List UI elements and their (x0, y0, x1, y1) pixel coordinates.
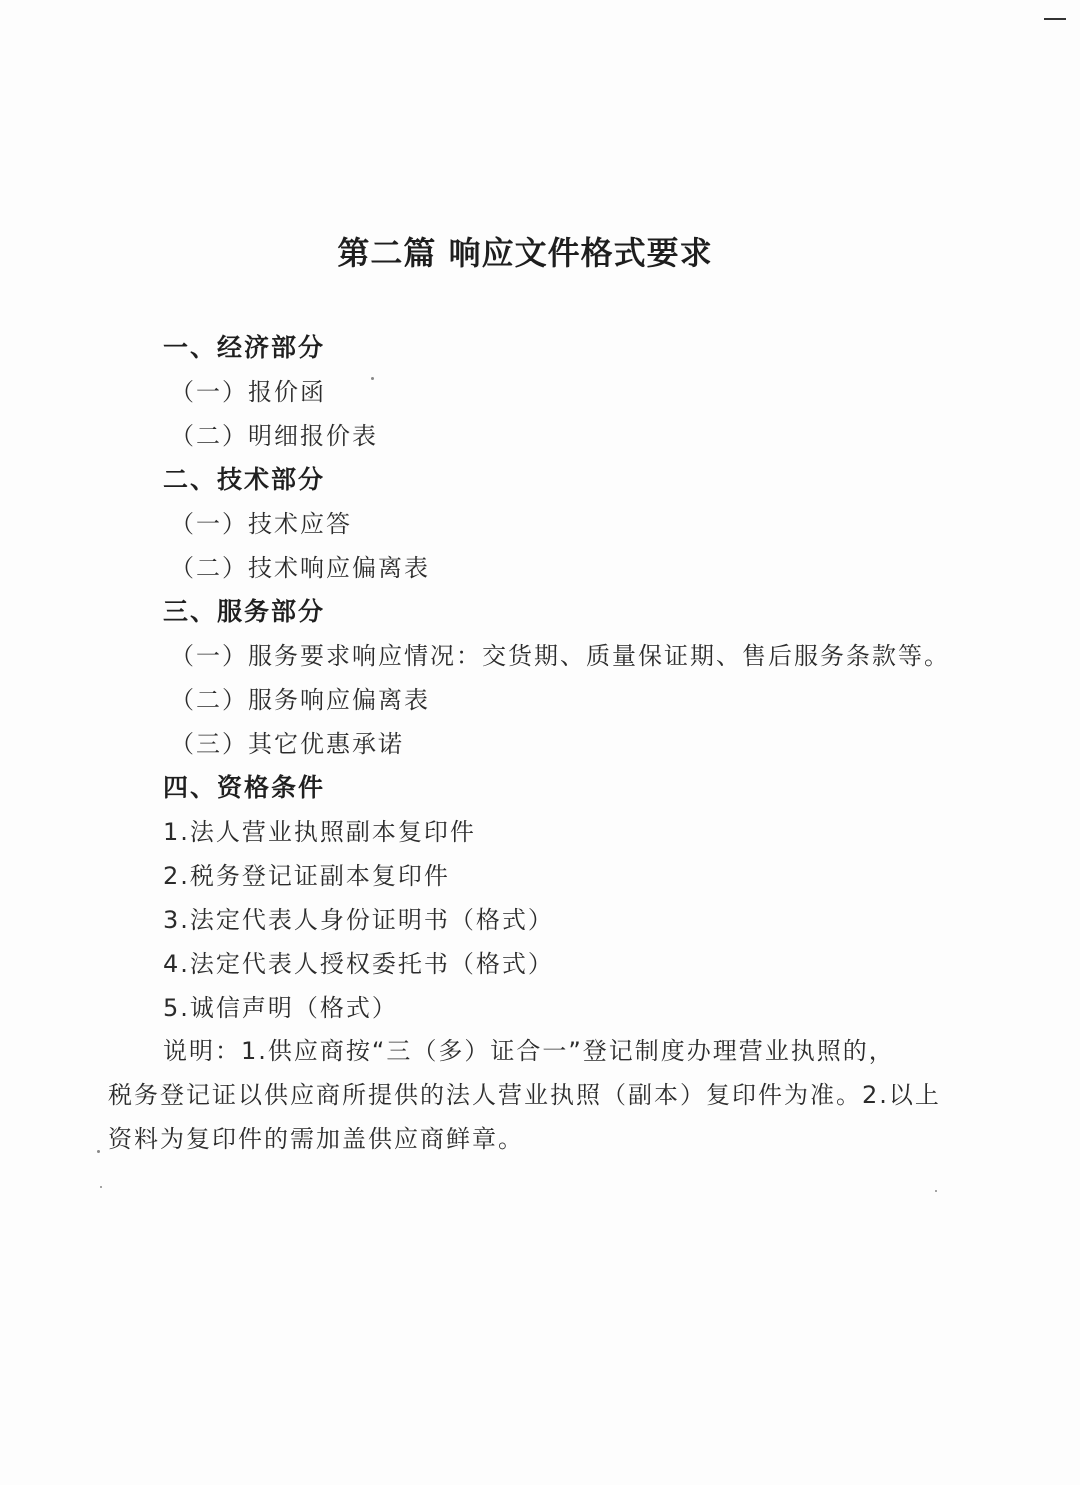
note-paragraph (108, 1031, 948, 1163)
page-title: 第二篇 响应文件格式要求 (337, 234, 713, 272)
page-corner-mark (1044, 18, 1066, 20)
note-line: 说明：1.供应商按“三（多）证合一”登记制度办理营业执照的， (163, 1037, 895, 1065)
note-line: 资料为复印件的需加盖供应商鲜章。 (108, 1125, 524, 1153)
section-heading-economic: 一、经济部分 (163, 333, 326, 362)
list-item: 3.法定代表人身份证明书（格式） (163, 906, 554, 934)
list-item: 1.法人营业执照副本复印件 (163, 818, 476, 846)
scan-speck (371, 377, 374, 380)
scan-speck (97, 1150, 100, 1153)
list-item: （二）明细报价表 (170, 422, 378, 450)
section-heading-service: 三、服务部分 (163, 597, 326, 626)
note-line: 税务登记证以供应商所提供的法人营业执照（副本）复印件为准。2.以上 (108, 1081, 941, 1109)
list-item: （三）其它优惠承诺 (170, 730, 404, 758)
list-item: （一）服务要求响应情况：交货期、质量保证期、售后服务条款等。 (170, 642, 950, 670)
section-heading-qualification: 四、资格条件 (163, 773, 326, 802)
list-item: 2.税务登记证副本复印件 (163, 862, 450, 890)
list-item: （二）服务响应偏离表 (170, 686, 430, 714)
list-item: （一）技术应答 (170, 510, 352, 538)
scan-speck (935, 1190, 937, 1192)
list-item: 5.诚信声明（格式） (163, 994, 398, 1022)
list-item: 4.法定代表人授权委托书（格式） (163, 950, 554, 978)
scan-speck (100, 1186, 102, 1188)
document-body (163, 328, 953, 1032)
list-item: （一）报价函 (170, 378, 326, 406)
section-heading-technical: 二、技术部分 (163, 465, 326, 494)
list-item: （二）技术响应偏离表 (170, 554, 430, 582)
